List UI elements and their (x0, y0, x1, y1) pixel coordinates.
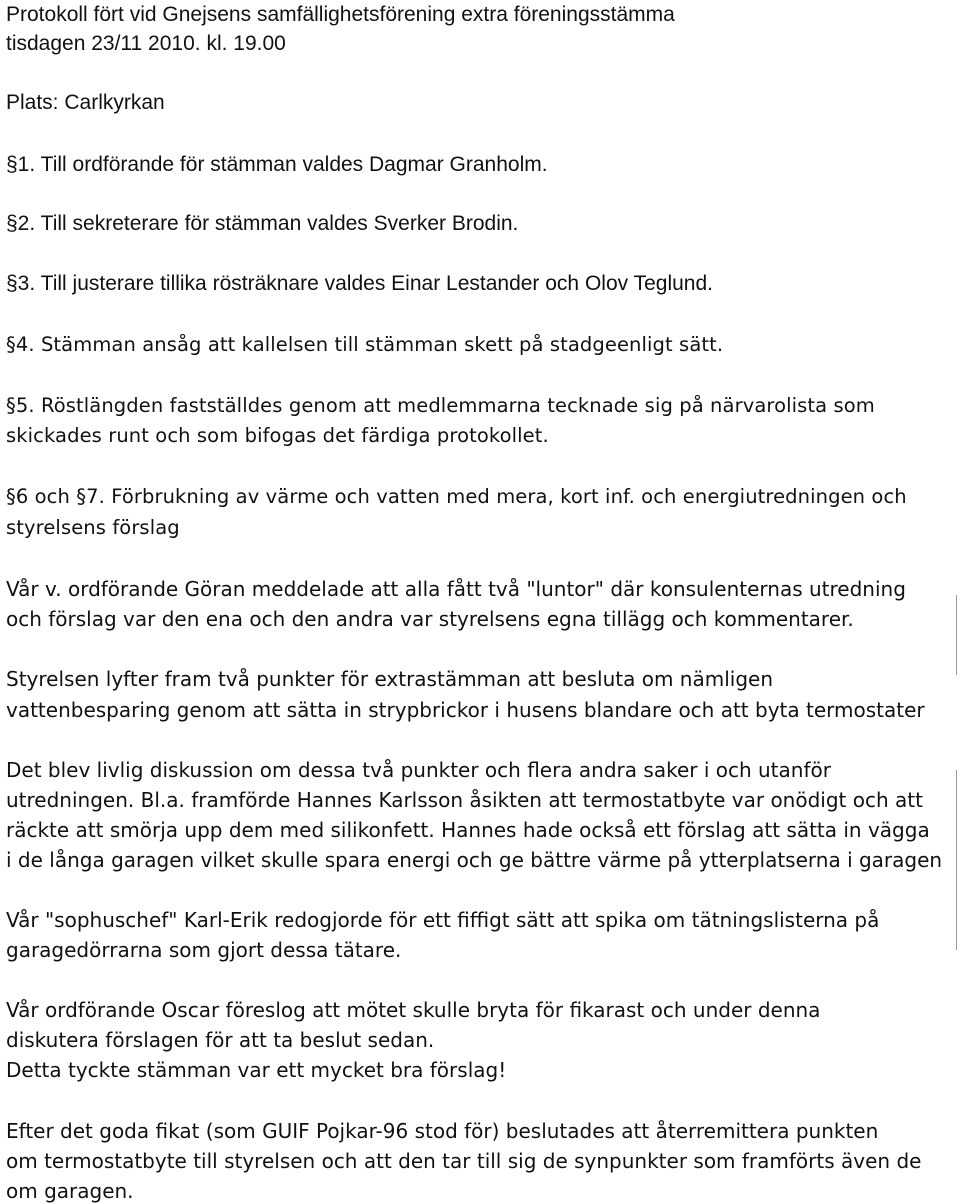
paragraph-2-line-2: vattenbesparing genom att sätta in strypbrickor i husens blandare och att byta termostater (6, 698, 925, 722)
paragraph-5-line-1: Vår ordförande Oscar föreslog att mötet skulle bryta för fikarast och under denna (6, 998, 821, 1022)
meeting-date: tisdagen 23/11 2010. kl. 19.00 (6, 32, 286, 55)
paragraph-6-line-3: om garagen. (6, 1179, 134, 1203)
scan-edge-mark (956, 595, 957, 675)
section-5-line-2: skickades runt och som bifogas det färdiga protokollet. (6, 424, 549, 447)
paragraph-6-line-2: om termostatbyte till styrelsen och att den tar till sig de synpunkter som framförts även de (6, 1149, 922, 1173)
paragraph-2-line-1: Styrelsen lyfter fram två punkter för extrastämman att besluta om nämligen (6, 667, 774, 691)
section-5-line-1: §5. Röstlängden fastställdes genom att medlemmarna tecknade sig på närvarolista som (6, 394, 875, 417)
paragraph-4-line-2: garagedörrarna som gjort dessa tätare. (6, 938, 402, 962)
section-3: §3. Till justerare tillika rösträknare valdes Einar Lestander och Olov Teglund. (6, 272, 713, 295)
paragraph-3-line-2: utredningen. Bl.a. framförde Hannes Karlsson åsikten att termostatbyte var onödigt och att (6, 788, 923, 812)
paragraph-6-line-1: Efter det goda fikat (som GUIF Pojkar-96 stod för) beslutades att återremittera punkten (6, 1119, 879, 1143)
paragraph-3-line-3: räckte att smörja upp dem med silikonfett. Hannes hade också ett förslag att sätta in vägga (6, 818, 930, 842)
section-6-7-line-2: styrelsens förslag (6, 516, 180, 539)
paragraph-4-line-1: Vår "sophuschef" Karl-Erik redogjorde för ett fiffigt sätt att spika om tätningslisterna på (6, 908, 880, 932)
paragraph-5-line-3: Detta tyckte stämman var ett mycket bra förslag! (6, 1058, 507, 1082)
section-2: §2. Till sekreterare för stämman valdes Sverker Brodin. (6, 212, 519, 235)
paragraph-5-line-2: diskutera förslagen för att ta beslut sedan. (6, 1028, 435, 1052)
paragraph-1-line-2: och förslag var den ena och den andra var styrelsens egna tillägg och kommentarer. (6, 607, 854, 631)
document-title: Protokoll fört vid Gnejsens samfällighetsförening extra föreningsstämma (6, 3, 675, 26)
paragraph-3-line-1: Det blev livlig diskussion om dessa två punkter och flera andra saker i och utanför (6, 758, 831, 782)
section-4: §4. Stämman ansåg att kallelsen till stämman skett på stadgeenligt sätt. (6, 333, 724, 356)
section-6-7-line-1: §6 och §7. Förbrukning av värme och vatten med mera, kort inf. och energiutredningen och (6, 485, 907, 508)
paragraph-1-line-1: Vår v. ordförande Göran meddelade att alla fått två "luntor" där konsulenternas utredning (6, 577, 906, 601)
scan-edge-mark (956, 770, 957, 950)
section-1: §1. Till ordförande för stämman valdes Dagmar Granholm. (6, 153, 548, 176)
paragraph-3-line-4: i de långa garagen vilket skulle spara energi och ge bättre värme på ytterplatserna i garagen (6, 848, 943, 872)
meeting-place: Plats: Carlkyrkan (6, 91, 165, 114)
